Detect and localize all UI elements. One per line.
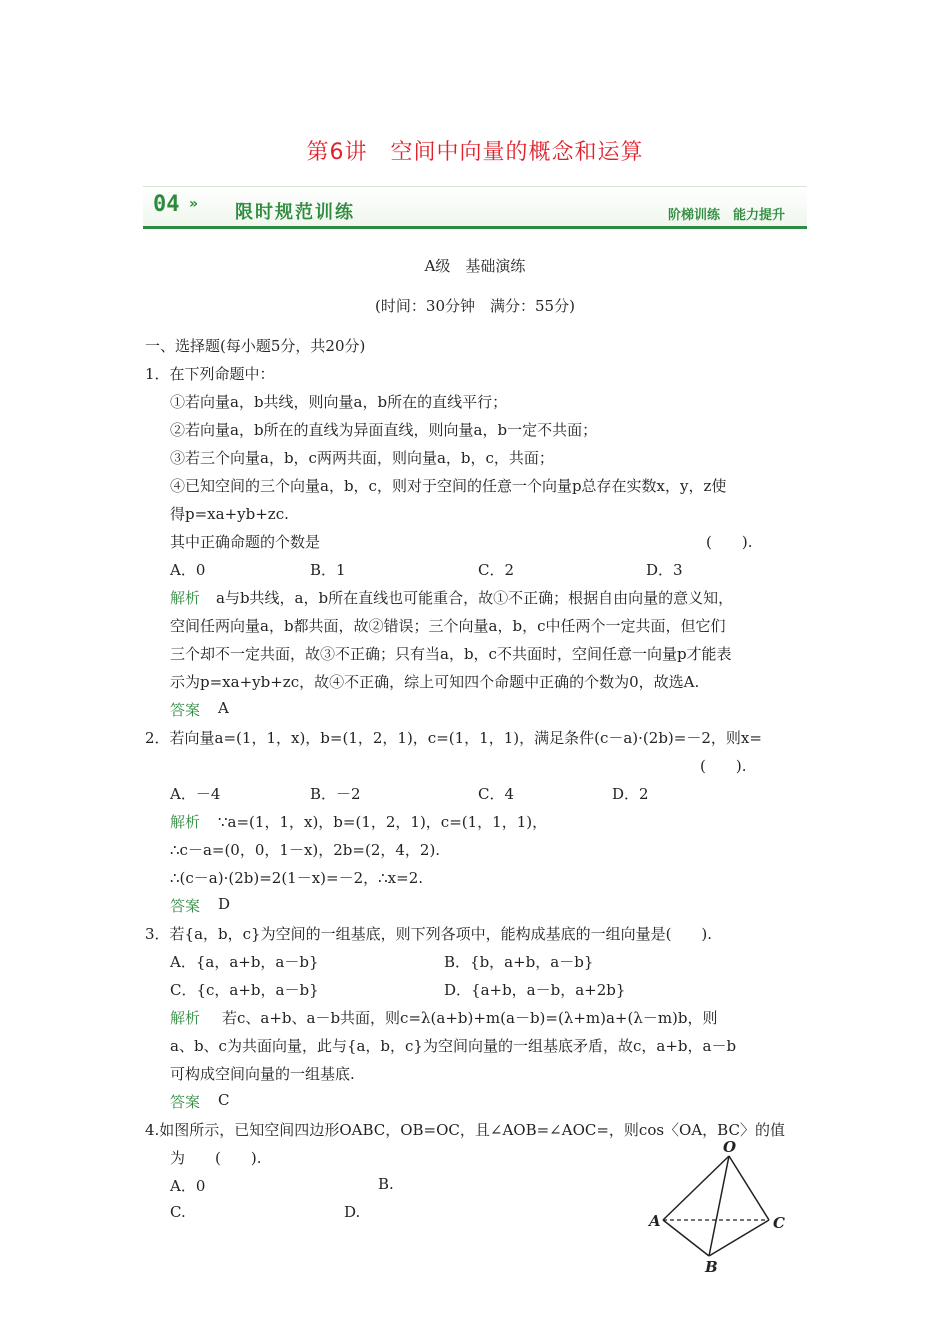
edge-bc <box>709 1220 769 1256</box>
section-heading: 一、选择题(每小题5分，共20分) <box>145 337 366 355</box>
q1-jiexi-line-2: 空间任两向量a，b都共面，故②错误；三个向量a，b，c中任两个一定共面，但它们 <box>170 617 726 635</box>
edge-oa <box>663 1156 729 1220</box>
q2-jiexi-line-1: ∵a=(1，1，x)，b=(1，2，1)，c=(1，1，1)， <box>218 813 548 831</box>
label-a: A <box>649 1212 661 1230</box>
q4-option-c: C. <box>170 1203 186 1221</box>
q1-option-a: A．0 <box>170 561 206 579</box>
q3-option-d: D．{a+b，a－b，a+2b} <box>444 981 626 999</box>
q1-jiexi-line-1: a与b共线，a，b所在直线也可能重合，故①不正确；根据自由向量的意义知， <box>216 589 734 607</box>
section-banner <box>143 186 807 230</box>
time-info: (时间：30分钟 满分：55分) <box>375 297 575 315</box>
q1-answer: A <box>218 699 229 717</box>
q3-answer-label: 答案 <box>170 1093 201 1111</box>
banner-title: 限时规范训练 <box>235 202 355 223</box>
q1-option-b: B．1 <box>310 561 346 579</box>
q2-paren: ( ). <box>700 757 747 775</box>
q3-jiexi-line-3: 可构成空间向量的一组基底. <box>170 1065 355 1083</box>
q1-jiexi-label: 解析 <box>170 589 201 607</box>
q1-proposition-3: ③若三个向量a，b，c两两共面，则向量a，b，c，共面； <box>170 449 554 467</box>
banner-slogan: 阶梯训练 能力提升 <box>667 208 785 223</box>
q1-proposition-1: ①若向量a，b共线，则向量a，b所在的直线平行； <box>170 393 508 411</box>
label-o: O <box>723 1138 737 1156</box>
q1-stem: 1．在下列命题中： <box>145 365 275 383</box>
q1-jiexi-line-4: 示为p=xa+yb+zc，故④不正确，综上可知四个命题中正确的个数为0，故选A. <box>170 673 700 691</box>
q3-answer: C <box>218 1091 230 1109</box>
q4-option-b: B. <box>378 1175 394 1193</box>
q2-option-d: D．2 <box>612 785 649 803</box>
page-title: 第6讲 空间中向量的概念和运算 <box>306 140 644 165</box>
label-b: B <box>705 1258 718 1276</box>
q4-option-a: A．0 <box>170 1177 206 1195</box>
q1-jiexi-line-3: 三个却不一定共面，故③不正确；只有当a，b，c不共面时，空间任意一向量p才能表 <box>170 645 732 663</box>
q2-jiexi-line-3: ∴(c－a)·(2b)=2(1－x)=－2，∴x=2. <box>170 869 424 887</box>
q3-stem: 3．若{a，b，c}为空间的一组基底，则下列各项中，能构成基底的一组向量是( ). <box>145 925 713 943</box>
q1-ask: 其中正确命题的个数是 <box>170 533 321 551</box>
q1-answer-label: 答案 <box>170 701 201 719</box>
edge-oc <box>729 1156 769 1220</box>
q1-option-c: C．2 <box>478 561 515 579</box>
q3-jiexi-label: 解析 <box>170 1009 201 1027</box>
edge-ab <box>663 1220 709 1256</box>
edge-ob <box>709 1156 729 1256</box>
banner-underline <box>143 226 807 229</box>
q3-option-a: A．{a，a+b，a－b} <box>170 953 319 971</box>
q4-stem: 4.如图所示，已知空间四边形OABC，OB=OC，且∠AOB=∠AOC=，则cos〈OA，BC〉的值 <box>145 1121 785 1139</box>
q2-jiexi-line-2: ∴c－a=(0，0，1－x)，2b=(2，4，2). <box>170 841 441 859</box>
q3-jiexi-line-1: 若c、a+b、a－b共面，则c=λ(a+b)+m(a－b)=(λ+m)a+(λ－m)b，则 <box>222 1009 718 1027</box>
q3-option-b: B．{b，a+b，a－b} <box>444 953 594 971</box>
q3-option-c: C．{c，a+b，a－b} <box>170 981 319 999</box>
q4-stem-cont: 为 ( ). <box>170 1149 262 1167</box>
banner-number: 04 <box>153 192 180 217</box>
q2-answer-label: 答案 <box>170 897 201 915</box>
q2-jiexi-label: 解析 <box>170 813 201 831</box>
q1-proposition-2: ②若向量a，b所在的直线为异面直线，则向量a，b一定不共面； <box>170 421 598 439</box>
q2-option-a: A．－4 <box>170 785 221 803</box>
q2-option-b: B．－2 <box>310 785 361 803</box>
q1-proposition-4: ④已知空间的三个向量a，b，c，则对于空间的任意一个向量p总存在实数x，y，z使 <box>170 477 727 495</box>
q2-option-c: C．4 <box>478 785 515 803</box>
q2-stem: 2．若向量a=(1，1，x)，b=(1，2，1)，c=(1，1，1)，满足条件(c－a)·(2b)=－2，则x= <box>145 729 762 747</box>
q2-answer: D <box>218 895 231 913</box>
label-c: C <box>773 1214 785 1232</box>
q1-proposition-4-cont: 得p=xa+yb+zc. <box>170 505 289 523</box>
q3-jiexi-line-2: a、b、c为共面向量，此与{a，b，c}为空间向量的一组基底矛盾，故c，a+b，a－b <box>170 1037 737 1055</box>
tetrahedron-figure <box>645 1138 795 1278</box>
q1-option-d: D．3 <box>646 561 683 579</box>
chevron-icon: » <box>189 196 199 212</box>
q1-paren: ( ). <box>706 533 753 551</box>
q4-option-d: D. <box>344 1203 361 1221</box>
level-heading: A级 基础演练 <box>424 257 526 275</box>
